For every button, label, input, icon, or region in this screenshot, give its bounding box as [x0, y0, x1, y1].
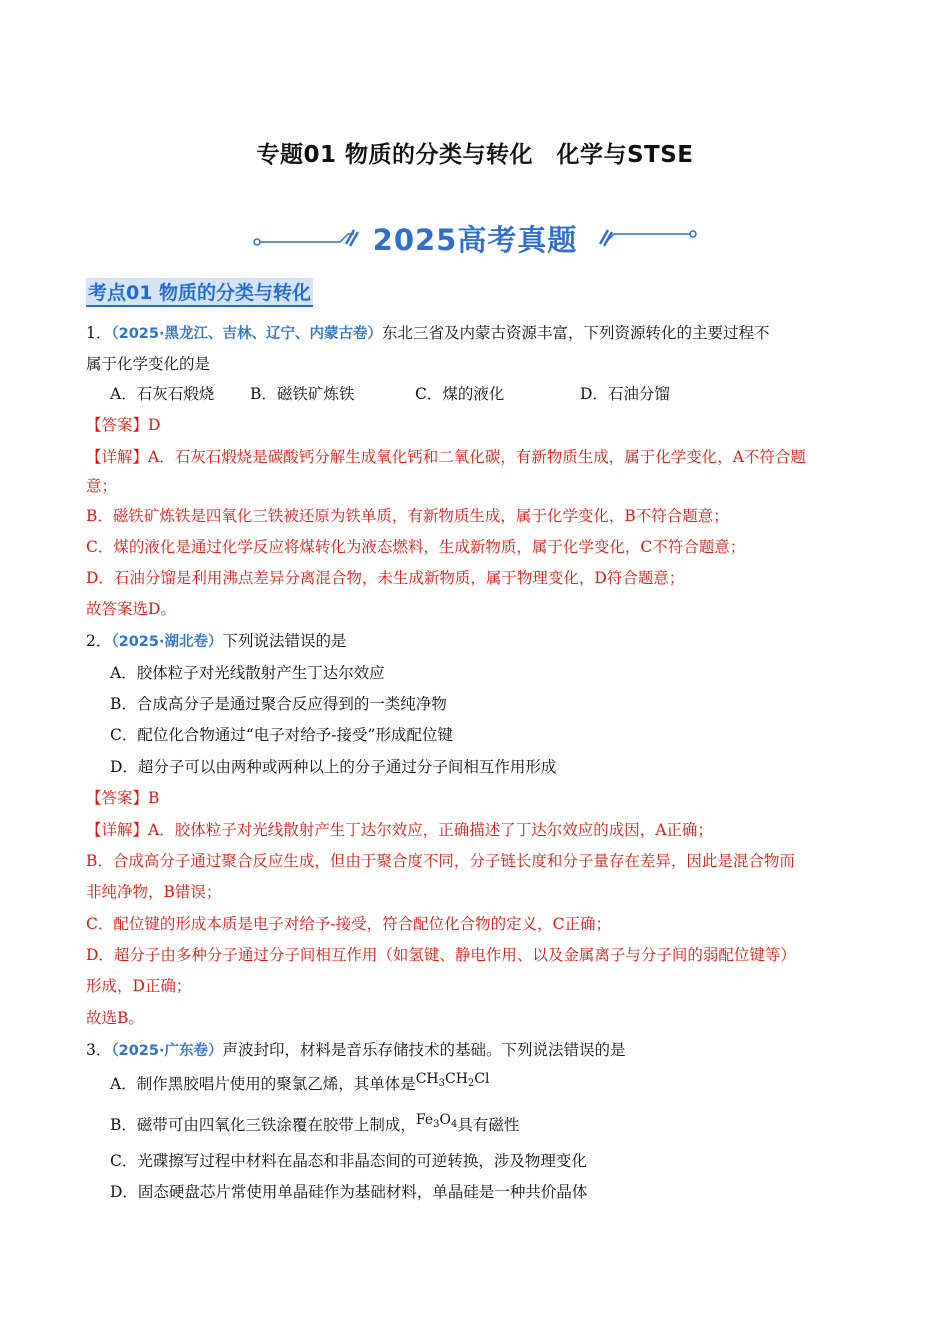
q2-stem: 下列说法错误的是 — [222, 632, 347, 650]
q2-option-d: D．超分子可以由两种或两种以上的分子通过分子间相互作用形成 — [110, 758, 557, 776]
q1-explanation-2: B．磁铁矿炼铁是四氧化三铁被还原为铁单质，有新物质生成，属于化学变化，B不符合题意； — [86, 507, 729, 525]
banner — [252, 216, 698, 260]
q3-option-a-formula — [416, 1071, 490, 1087]
q1-conclusion: 故答案选D。 — [86, 600, 176, 618]
page-title: 专题01 物质的分类与转化 化学与STSE — [256, 142, 694, 168]
formula-part: O — [439, 1112, 451, 1128]
q2-explanation-2b: 非纯净物，B错误； — [86, 883, 222, 901]
q2-explanation-1: 【详解】A．胶体粒子对光线散射产生丁达尔效应，正确描述了丁达尔效应的成因，A正确； — [86, 821, 713, 839]
q1-option-c: C．煤的液化 — [415, 385, 505, 403]
q1-option-a: A．石灰石煅烧 — [110, 385, 215, 403]
banner-label: 2025高考真题 — [372, 223, 578, 257]
q2-explanation-4b: 形成，D正确； — [86, 977, 192, 995]
q2-option-a: A．胶体粒子对光线散射产生丁达尔效应 — [110, 664, 385, 682]
q2-explanation-4: D．超分子由多种分子通过分子间相互作用（如氢键、静电作用、以及金属离子与分子间的弱配位键等） — [86, 946, 796, 964]
q2-stem-line — [86, 629, 347, 651]
q2-conclusion: 故选B。 — [86, 1009, 144, 1027]
q3-option-a — [110, 1072, 490, 1095]
formula-subscript: 3 — [438, 1078, 445, 1089]
formula-subscript: 4 — [451, 1119, 458, 1130]
q1-option-b: B．磁铁矿炼铁 — [250, 385, 355, 403]
formula-subscript: 3 — [433, 1119, 440, 1130]
q3-option-b-formula — [416, 1112, 457, 1128]
q3-option-b-text: B．磁带可由四氧化三铁涂覆在胶带上制成， — [110, 1116, 416, 1134]
q3-option-b-tail: 具有磁性 — [457, 1116, 520, 1134]
q1-explanation-3: C．煤的液化是通过化学反应将煤转化为液态燃料，生成新物质，属于化学变化，C不符合题意； — [86, 538, 746, 556]
q1-stem-line2: 属于化学变化的是 — [86, 355, 211, 373]
q1-options — [110, 382, 670, 404]
q1-explanation-1b: 意； — [86, 477, 118, 495]
q1-option-d: D．石油分馏 — [580, 385, 670, 403]
q2-option-c: C．配位化合物通过“电子对给予-接受”形成配位键 — [110, 726, 453, 744]
q3-stem: 声波封印，材料是音乐存储技术的基础。下列说法错误的是 — [222, 1041, 626, 1059]
formula-part: CH — [415, 1071, 439, 1087]
q3-option-a-text: A．制作黑胶唱片使用的聚氯乙烯，其单体是 — [110, 1075, 416, 1093]
q2-answer: 【答案】B — [86, 789, 160, 807]
q2-option-b: B．合成高分子是通过聚合反应得到的一类纯净物 — [110, 695, 447, 713]
q3-number: 3． — [86, 1041, 112, 1059]
formula-subscript: 2 — [467, 1078, 475, 1089]
section-heading: 考点01 物质的分类与转化 — [86, 278, 313, 307]
q2-explanation-3: C．配位键的形成本质是电子对给予-接受，符合配位化合物的定义，C正确； — [86, 915, 611, 933]
q1-stem-line1 — [86, 321, 770, 343]
q3-option-d: D．固态硬盘芯片常使用单晶硅作为基础材料，单晶硅是一种共价晶体 — [110, 1183, 588, 1201]
q3-stem-line — [86, 1038, 626, 1060]
formula-part: Fe — [415, 1112, 434, 1128]
q1-explanation-4: D．石油分馏是利用沸点差异分离混合物，未生成新物质，属于物理变化，D符合题意； — [86, 569, 685, 587]
q3-option-b — [110, 1113, 519, 1136]
q1-answer: 【答案】D — [86, 416, 161, 434]
formula-part: Cl — [474, 1071, 490, 1087]
q1-explanation-1: 【详解】A．石灰石煅烧是碳酸钙分解生成氧化钙和二氧化碳，有新物质生成，属于化学变化，A不符合题 — [86, 448, 806, 466]
q3-source: （2025·广东卷） — [111, 1043, 223, 1059]
q2-number: 2． — [86, 632, 112, 650]
formula-part: CH — [445, 1071, 468, 1087]
q2-source: （2025·湖北卷） — [111, 634, 223, 650]
q1-number: 1． — [86, 324, 112, 342]
q3-option-c: C．光碟擦写过程中材料在晶态和非晶态间的可逆转换，涉及物理变化 — [110, 1152, 587, 1170]
q1-stem: 东北三省及内蒙古资源丰富，下列资源转化的主要过程不 — [382, 324, 770, 342]
q2-explanation-2: B．合成高分子通过聚合反应生成，但由于聚合度不同，分子链长度和分子量存在差异，因此是混合物而 — [86, 852, 795, 870]
q1-source: （2025·黑龙江、吉林、辽宁、内蒙古卷） — [111, 326, 382, 342]
